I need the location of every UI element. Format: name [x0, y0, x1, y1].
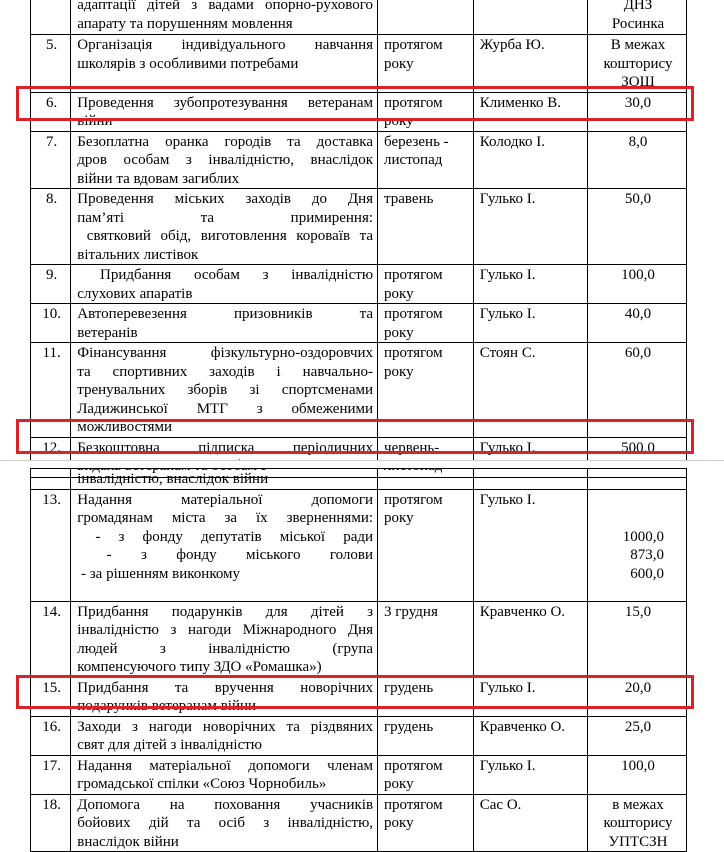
- row-number: 9.: [31, 265, 71, 304]
- period-line: протягом: [384, 757, 443, 774]
- period-line: 3 грудня: [384, 603, 438, 620]
- amount: [587, 304, 686, 343]
- amount-line: В межах: [610, 37, 666, 53]
- responsible-person: Журба Ю.: [473, 35, 587, 93]
- amount-line: Росинка: [611, 15, 665, 32]
- row-number: 5.: [31, 35, 71, 93]
- measure-description: [71, 189, 378, 265]
- row-number: 12.: [31, 437, 71, 477]
- measure-description: [71, 35, 378, 93]
- table-row: [31, 265, 687, 304]
- amount-line: 20,0: [624, 679, 652, 696]
- amount-line: 873,0: [630, 547, 664, 563]
- description-line: Безоплатна оранка городів та доставка: [77, 133, 374, 150]
- description-line: Придбання подарунків для дітей з: [77, 603, 374, 620]
- description-line: ветеранів: [77, 324, 138, 341]
- amount: [587, 92, 686, 131]
- responsible-person: Кравченко О.: [473, 716, 587, 755]
- period: [378, 265, 474, 304]
- period: [378, 601, 474, 677]
- responsible-person: Гулько І.: [473, 489, 587, 601]
- period-line: року: [384, 113, 414, 129]
- responsible-person: Гулько І.: [473, 755, 587, 794]
- amount: [587, 35, 686, 93]
- period: [378, 35, 474, 93]
- row-number: [31, 0, 71, 35]
- period-line: року: [384, 510, 414, 526]
- table-row: [31, 794, 687, 852]
- amount-line: ЗОШ: [621, 74, 655, 90]
- description-line: - за рішенням виконкому: [77, 565, 241, 582]
- period: [378, 755, 474, 794]
- amount: [587, 189, 686, 265]
- amount-line: УПТСЗН: [608, 833, 668, 850]
- row-number: 18.: [31, 794, 71, 852]
- responsible-person: Сас О.: [473, 794, 587, 852]
- period-line: протягом: [384, 345, 443, 361]
- table-row: [31, 677, 687, 716]
- description-line: свят для дітей з інвалідністю: [77, 737, 262, 753]
- amount: [587, 716, 686, 755]
- row-number: 15.: [31, 677, 71, 716]
- description-line: адаптації дітей з вадами опорно-рухового: [77, 0, 374, 13]
- responsible-person: Колодко І.: [473, 131, 587, 189]
- description-line: людей з інвалідністю (група: [77, 640, 374, 657]
- row-number: 11.: [31, 343, 71, 438]
- responsible-person: Кравченко О.: [473, 601, 587, 677]
- description-line: - з фонду міського голови: [77, 547, 374, 563]
- period-line: червень-: [384, 439, 440, 456]
- description-line: Автоперевезення призовників та: [77, 306, 374, 322]
- measures-table-bottom: [30, 468, 687, 852]
- responsible-person: Гулько І.: [473, 189, 587, 265]
- description-line: Надання матеріальної допомоги: [77, 491, 374, 508]
- period-line: листопад: [384, 152, 443, 168]
- table-row: [31, 304, 687, 343]
- responsible-person: Гулько І.: [473, 265, 587, 304]
- period-line: протягом: [384, 491, 443, 508]
- description-line: Надання матеріальної допомоги членам: [77, 757, 374, 774]
- table-row: [31, 131, 687, 189]
- period-line: протягом: [384, 37, 443, 53]
- amount-line: кошторису: [603, 55, 673, 72]
- description-line: Безкоштовна підписка періодичних: [77, 439, 374, 456]
- amount-line: 25,0: [624, 718, 652, 735]
- table-row: [31, 601, 687, 677]
- row-number: 10.: [31, 304, 71, 343]
- description-line: святковий обід, виготовлення короваїв та: [77, 228, 374, 244]
- responsible-person: Клименко В.: [473, 92, 587, 131]
- amount: [587, 489, 686, 601]
- measure-description: [71, 0, 378, 35]
- description-line: Придбання особам з інвалідністю: [77, 267, 374, 283]
- period: [378, 489, 474, 601]
- description-line: можливостями: [77, 419, 173, 435]
- measure-description: [71, 677, 378, 716]
- measure-description: [71, 794, 378, 852]
- responsible-person: [473, 469, 587, 490]
- period-line: протягом: [384, 796, 443, 813]
- description-line: Ладижинської МТГ з обмеженими: [77, 400, 374, 417]
- amount: [587, 755, 686, 794]
- amount-line: [594, 470, 682, 489]
- amount: [587, 601, 686, 677]
- responsible-person: [473, 0, 587, 35]
- row-number: [31, 469, 71, 490]
- period: [378, 0, 474, 35]
- description-line: компенсуючого типу ЗДО «Ромашка»): [77, 659, 322, 675]
- amount-line: 100,0: [621, 267, 655, 283]
- amount-line: 15,0: [624, 603, 652, 620]
- amount-line: 1000,0: [622, 528, 664, 545]
- amount-line: 600,0: [630, 565, 664, 582]
- measure-description: [71, 265, 378, 304]
- period-line: протягом: [384, 267, 443, 283]
- amount: [587, 265, 686, 304]
- row-number: 7.: [31, 131, 71, 189]
- amount-line: 500,0: [621, 439, 655, 456]
- description-line: Організація індивідуального навчання: [77, 37, 374, 53]
- description-line: інвалідністю з нагоди Міжнародного Дня: [77, 622, 374, 638]
- amount-line: [594, 491, 664, 510]
- table-row: [31, 92, 687, 131]
- period-line: року: [384, 815, 414, 831]
- period-line: грудень: [384, 679, 434, 696]
- description-line: вітальних листівок: [77, 246, 199, 263]
- table-row: [31, 35, 687, 93]
- measure-description: [71, 343, 378, 438]
- amount: [587, 469, 686, 490]
- amount-line: 8,0: [628, 133, 648, 150]
- table-row: [31, 0, 687, 35]
- period-line: року: [384, 55, 414, 72]
- description-line: Проведення зубопротезування ветеранам: [77, 94, 374, 111]
- description-line: війни: [77, 113, 113, 129]
- period-line: травень: [384, 191, 434, 207]
- description-line: бойових дій та осіб з інвалідністю,: [77, 815, 374, 831]
- row-number: 8.: [31, 189, 71, 265]
- description-line: громадської спілки «Союз Чорнобиль»: [77, 776, 327, 792]
- measures-table-top: [30, 0, 687, 478]
- amount-line: в межах: [612, 796, 664, 813]
- measure-description: [71, 92, 378, 131]
- measure-description: [71, 469, 378, 490]
- description-line: Придбання та вручення новорічних: [77, 679, 374, 696]
- description-line: - з фонду депутатів міської ради: [77, 528, 374, 545]
- description-line: апарату та порушенням мовлення: [77, 15, 293, 32]
- table-row: [31, 469, 687, 490]
- period-line: року: [384, 363, 414, 380]
- period-line: протягом: [384, 94, 443, 111]
- description-line: внаслідок війни: [77, 833, 179, 850]
- description-line: слухових апаратів: [77, 285, 193, 302]
- period-line: протягом: [384, 306, 443, 322]
- amount: [587, 794, 686, 852]
- table-row: [31, 343, 687, 438]
- period-line: року: [384, 324, 414, 341]
- amount-line: 50,0: [624, 191, 652, 207]
- amount-line: 100,0: [621, 757, 655, 774]
- measure-description: [71, 755, 378, 794]
- description-line: Проведення міських заходів до Дня: [77, 191, 374, 207]
- table-row: [31, 716, 687, 755]
- description-line: подарунків ветеранам війни: [77, 698, 257, 714]
- period: [378, 131, 474, 189]
- period-line: березень -: [384, 133, 449, 150]
- amount-line: кошторису: [603, 815, 673, 831]
- amount: [587, 0, 686, 35]
- description-line: тренувальних зборів зі спортсменами: [77, 382, 374, 398]
- row-number: 14.: [31, 601, 71, 677]
- amount: [587, 343, 686, 438]
- period: [378, 677, 474, 716]
- measure-description: [71, 489, 378, 601]
- description-line: Заходи з нагоди новорічних та різдвяних: [77, 718, 374, 735]
- amount: [587, 677, 686, 716]
- responsible-person: Гулько І.: [473, 304, 587, 343]
- description-line: дров особам з інвалідністю, внаслідок: [77, 152, 374, 168]
- responsible-person: Стоян С.: [473, 343, 587, 438]
- period-line: року: [384, 776, 414, 792]
- description-line: пам’яті та примирення:: [77, 209, 374, 226]
- period: [378, 716, 474, 755]
- amount-line: [594, 509, 664, 528]
- amount-line: 30,0: [624, 94, 652, 111]
- period-line: року: [384, 285, 414, 302]
- description-line: Фінансування фізкультурно-оздоровчих: [77, 345, 374, 361]
- row-number: 13.: [31, 489, 71, 601]
- responsible-person: Гулько І.: [473, 677, 587, 716]
- measure-description: [71, 131, 378, 189]
- responsible-person: Гулько І.: [473, 437, 587, 477]
- description-line: інвалідністю, внаслідок війни: [77, 471, 269, 487]
- description-line: Допомога на поховання учасників: [77, 796, 374, 813]
- amount-line: ДНЗ: [623, 0, 653, 13]
- table-row: [31, 755, 687, 794]
- table-row: [31, 189, 687, 265]
- period: [378, 189, 474, 265]
- period: [378, 343, 474, 438]
- period: [378, 794, 474, 852]
- amount-line: 60,0: [624, 345, 652, 361]
- measure-description: [71, 716, 378, 755]
- period: [378, 469, 474, 490]
- amount-line: 40,0: [624, 306, 652, 322]
- row-number: 6.: [31, 92, 71, 131]
- description-line: громадянам міста за їх зверненнями:: [77, 510, 374, 526]
- period-line: грудень: [384, 718, 434, 735]
- period: [378, 92, 474, 131]
- description-line: школярів з особливими потребами: [77, 55, 299, 72]
- description-line: та спортивних заходів і навчально-: [77, 363, 374, 380]
- row-number: 16.: [31, 716, 71, 755]
- amount: [587, 131, 686, 189]
- description-line: війни та вдовам загиблих: [77, 170, 240, 187]
- period: [378, 304, 474, 343]
- table-row: [31, 489, 687, 601]
- measure-description: [71, 601, 378, 677]
- row-number: 17.: [31, 755, 71, 794]
- measure-description: [71, 304, 378, 343]
